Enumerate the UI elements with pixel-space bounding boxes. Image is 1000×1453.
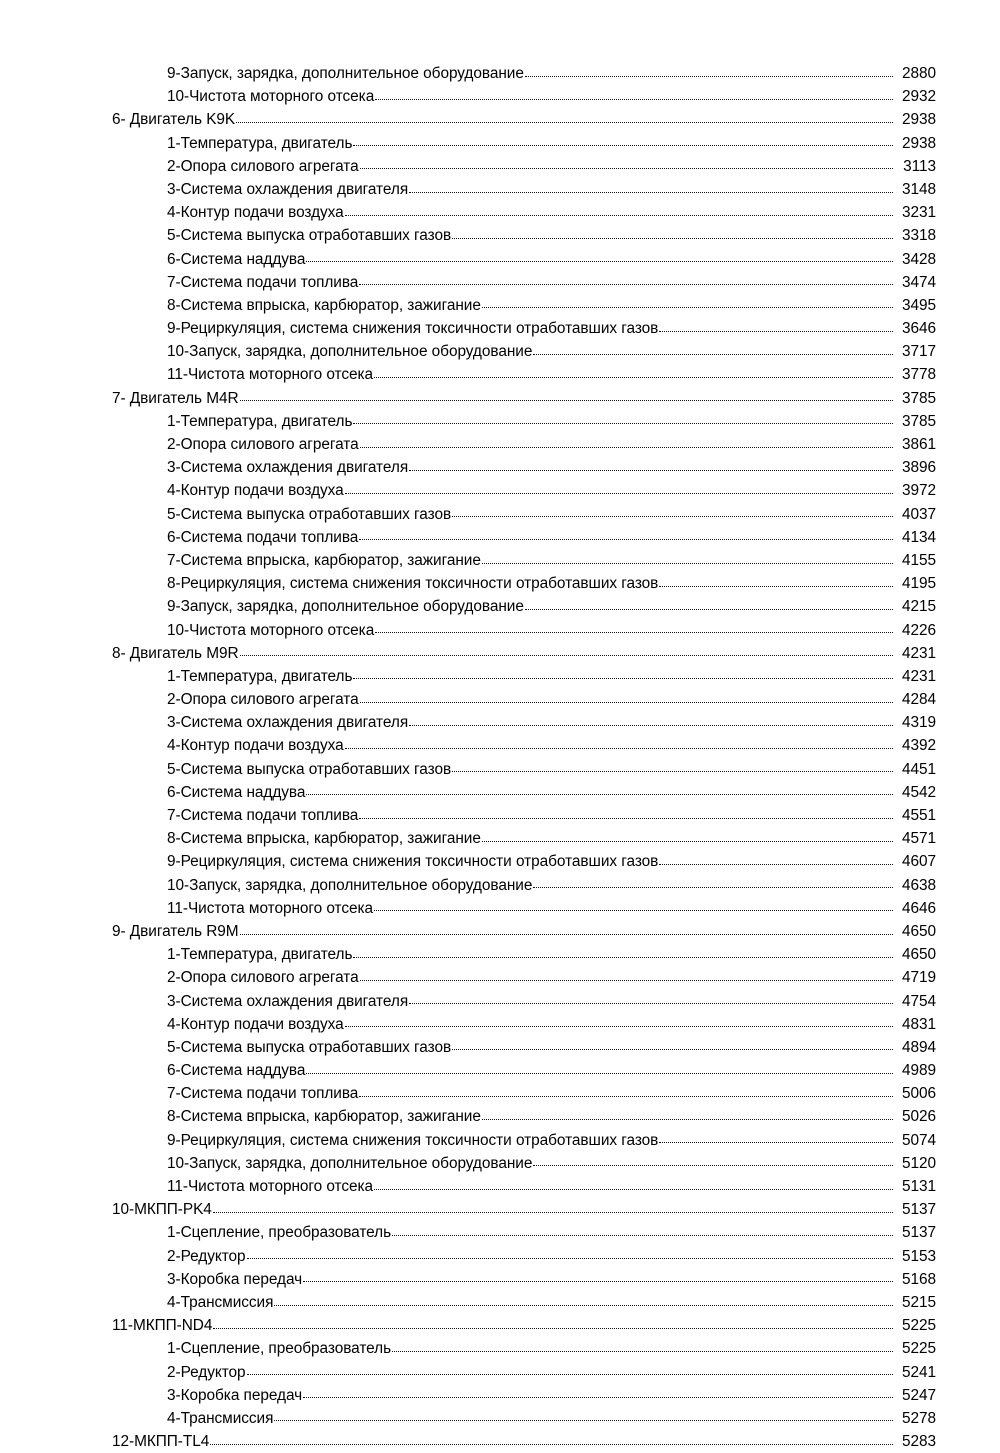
toc-entry-label: 6- Двигатель K9K [112, 111, 236, 129]
toc-entry-label: 4-Контур подачи воздуха [167, 1015, 344, 1033]
toc-entry-label: 2-Опора силового агрегата [167, 691, 359, 709]
toc-entry-label: 6-Система наддува [167, 250, 306, 268]
toc-dot-leader [360, 447, 893, 448]
toc-dot-leader [240, 400, 893, 401]
toc-entry[interactable] [0, 456, 1000, 479]
toc-dot-leader [452, 516, 893, 517]
toc-entry-label: 10-Запуск, зарядка, дополнительное оборудование [167, 876, 533, 894]
toc-entry[interactable] [0, 1361, 1000, 1384]
toc-entry-label: 8-Рециркуляция, система снижения токсичности отработавших газов [167, 575, 659, 593]
toc-entry[interactable] [0, 827, 1000, 850]
toc-entry-page-number: 4392 [901, 737, 936, 755]
toc-entry-page-number: 3495 [901, 296, 936, 314]
toc-entry[interactable] [0, 224, 1000, 247]
toc-entry-page-number: 4638 [901, 876, 936, 894]
toc-dot-leader [360, 980, 893, 981]
toc-dot-leader [345, 748, 893, 749]
toc-entry-label: 6-Система наддува [167, 1062, 306, 1080]
toc-entry-page-number: 5131 [901, 1178, 936, 1195]
toc-entry-label: 8- Двигатель M9R [112, 644, 239, 662]
toc-dot-leader [533, 887, 893, 888]
toc-entry-page-number: 4650 [901, 922, 936, 940]
toc-entry[interactable] [0, 874, 1000, 897]
toc-entry-page-number: 3318 [901, 227, 936, 245]
toc-entry[interactable] [0, 966, 1000, 989]
toc-entry[interactable] [0, 572, 1000, 595]
toc-entry[interactable] [0, 920, 1000, 943]
toc-dot-leader [359, 1096, 893, 1097]
toc-entry[interactable] [0, 549, 1000, 572]
toc-entry[interactable] [0, 1268, 1000, 1291]
toc-entry-page-number: 5225 [901, 1340, 936, 1358]
toc-entry-page-number: 4451 [901, 760, 936, 778]
toc-entry-page-number: 5120 [901, 1154, 936, 1172]
toc-entry[interactable] [0, 108, 1000, 131]
toc-entry-page-number: 2880 [901, 65, 936, 82]
toc-entry[interactable] [0, 62, 1000, 85]
toc-entry[interactable] [0, 642, 1000, 665]
toc-entry-page-number: 4231 [901, 644, 936, 662]
toc-entry-page-number: 3785 [901, 412, 936, 430]
toc-dot-leader [247, 1374, 893, 1375]
toc-entry-page-number: 3861 [901, 436, 936, 453]
toc-entry-label: 7-Система впрыска, карбюратор, зажигание [167, 551, 481, 569]
toc-dot-leader [659, 331, 893, 332]
toc-entry[interactable] [0, 1337, 1000, 1360]
toc-dot-leader [240, 655, 893, 656]
toc-entry[interactable] [0, 85, 1000, 108]
toc-entry-page-number: 4134 [901, 528, 936, 546]
toc-dot-leader [525, 76, 893, 77]
toc-entry[interactable] [0, 665, 1000, 688]
toc-entry[interactable] [0, 1082, 1000, 1105]
toc-dot-leader [392, 1235, 893, 1236]
toc-entry-page-number: 5225 [901, 1317, 936, 1335]
toc-entry-label: 4-Трансмиссия [167, 1409, 274, 1427]
toc-entry[interactable] [0, 781, 1000, 804]
toc-entry-label: 4-Контур подачи воздуха [167, 482, 344, 500]
toc-entry-page-number: 3113 [903, 157, 936, 175]
toc-entry-label: 5-Система выпуска отработавших газов [167, 505, 452, 523]
toc-entry[interactable] [0, 1152, 1000, 1175]
toc-entry-label: 4-Трансмиссия [167, 1293, 274, 1311]
toc-entry-page-number: 3428 [901, 250, 936, 268]
toc-entry-page-number: 3717 [901, 343, 936, 361]
toc-dot-leader [374, 910, 893, 911]
toc-entry-label: 12-МКПП-TL4 [112, 1433, 210, 1451]
toc-entry-page-number: 5241 [901, 1363, 936, 1381]
toc-dot-leader [533, 354, 893, 355]
toc-dot-leader [213, 1328, 893, 1329]
toc-entry-page-number: 5247 [901, 1386, 936, 1404]
toc-entry-page-number: 4754 [901, 992, 936, 1010]
toc-entry-label: 9-Запуск, зарядка, дополнительное оборудование [167, 598, 524, 616]
toc-entry-page-number: 2938 [901, 111, 936, 129]
toc-entry-page-number: 4319 [901, 714, 936, 732]
toc-entry-label: 8-Система впрыска, карбюратор, зажигание [167, 296, 481, 314]
toc-dot-leader [306, 1073, 893, 1074]
toc-entry[interactable] [0, 1407, 1000, 1430]
toc-dot-leader [482, 1119, 893, 1120]
toc-entry-label: 1-Сцепление, преобразователь [167, 1340, 392, 1358]
toc-dot-leader [210, 1444, 893, 1445]
toc-entry-label: 6-Система подачи топлива [167, 528, 359, 546]
toc-entry[interactable] [0, 1129, 1000, 1152]
toc-entry-page-number: 4226 [901, 621, 936, 639]
toc-entry[interactable] [0, 155, 1000, 178]
toc-dot-leader [659, 1142, 893, 1143]
toc-dot-leader [345, 1026, 893, 1027]
toc-entry-page-number: 3474 [901, 273, 936, 291]
toc-entry[interactable] [0, 1384, 1000, 1407]
toc-entry[interactable] [0, 619, 1000, 642]
toc-entry-label: 5-Система выпуска отработавших газов [167, 760, 452, 778]
toc-dot-leader [306, 261, 893, 262]
toc-entry-page-number: 4571 [901, 830, 936, 848]
toc-dot-leader [247, 1258, 893, 1259]
toc-entry-page-number: 4037 [901, 505, 936, 523]
toc-dot-leader [353, 957, 893, 958]
toc-entry-page-number: 5278 [901, 1409, 936, 1427]
toc-entry[interactable] [0, 317, 1000, 340]
toc-entry-page-number: 3785 [901, 389, 936, 407]
toc-dot-leader [375, 99, 893, 100]
toc-entry[interactable] [0, 526, 1000, 549]
toc-entry[interactable] [0, 1430, 1000, 1453]
toc-entry-page-number: 4894 [901, 1038, 936, 1056]
toc-dot-leader [409, 470, 893, 471]
toc-entry[interactable] [0, 758, 1000, 781]
toc-entry[interactable] [0, 132, 1000, 155]
toc-dot-leader [374, 1189, 893, 1190]
toc-entry[interactable] [0, 271, 1000, 294]
toc-entry-page-number: 5074 [901, 1131, 936, 1149]
toc-dot-leader [306, 794, 893, 795]
toc-entry[interactable] [0, 711, 1000, 734]
toc-dot-leader [274, 1420, 893, 1421]
toc-dot-leader [345, 493, 893, 494]
toc-entry-label: 2-Опора силового агрегата [167, 436, 359, 453]
toc-dot-leader [659, 586, 893, 587]
toc-entry-page-number: 4231 [901, 667, 936, 685]
toc-entry-label: 9-Запуск, зарядка, дополнительное оборудование [167, 65, 524, 82]
toc-entry-page-number: 3972 [901, 482, 936, 500]
toc-entry-label: 3-Коробка передач [167, 1386, 303, 1404]
toc-entry-label: 11-Чистота моторного отсека [167, 1178, 374, 1195]
toc-entry[interactable] [0, 595, 1000, 618]
toc-dot-leader [482, 563, 893, 564]
toc-entry-label: 10-Чистота моторного отсека [167, 88, 375, 106]
toc-entry[interactable] [0, 1221, 1000, 1244]
toc-entry-page-number: 2932 [901, 88, 936, 106]
toc-entry-label: 3-Система охлаждения двигателя [167, 180, 409, 198]
toc-entry-label: 10-Чистота моторного отсека [167, 621, 375, 639]
toc-entry-page-number: 4542 [901, 783, 936, 801]
toc-dot-leader [345, 215, 893, 216]
toc-entry[interactable] [0, 363, 1000, 386]
toc-entry-label: 1-Температура, двигатель [167, 412, 353, 430]
toc-entry-page-number: 5026 [901, 1108, 936, 1126]
toc-entry[interactable] [0, 503, 1000, 526]
toc-dot-leader [659, 864, 893, 865]
toc-entry-label: 9-Рециркуляция, система снижения токсичности отработавших газов [167, 853, 659, 871]
toc-entry[interactable] [0, 1314, 1000, 1337]
toc-dot-leader [452, 771, 893, 772]
toc-entry-label: 7-Система подачи топлива [167, 1085, 359, 1103]
toc-entry-label: 11-Чистота моторного отсека [167, 366, 374, 384]
toc-entry-page-number: 3231 [901, 204, 936, 222]
toc-dot-leader [452, 238, 893, 239]
toc-entry-page-number: 4195 [901, 575, 936, 593]
toc-entry-label: 7-Система подачи топлива [167, 273, 359, 291]
toc-entry[interactable] [0, 1013, 1000, 1036]
toc-entry-label: 7-Система подачи топлива [167, 807, 359, 824]
toc-entry-label: 7- Двигатель M4R [112, 389, 239, 407]
toc-entry[interactable] [0, 1245, 1000, 1268]
toc-entry[interactable] [0, 410, 1000, 433]
toc-entry-page-number: 2938 [901, 134, 936, 152]
toc-dot-leader [236, 122, 893, 123]
toc-entry-label: 2-Редуктор [167, 1363, 246, 1381]
toc-dot-leader [359, 284, 893, 285]
toc-dot-leader [359, 539, 893, 540]
toc-dot-leader [409, 725, 893, 726]
toc-entry[interactable] [0, 688, 1000, 711]
toc-dot-leader [360, 702, 893, 703]
toc-entry-page-number: 3646 [901, 320, 936, 338]
toc-entry-page-number: 3148 [901, 180, 936, 198]
toc-entry-page-number: 4215 [901, 598, 936, 616]
toc-entry-page-number: 4719 [901, 969, 936, 987]
toc-entry[interactable] [0, 734, 1000, 757]
toc-entry-label: 1-Температура, двигатель [167, 667, 353, 685]
toc-dot-leader [452, 1049, 893, 1050]
toc-entry-label: 1-Температура, двигатель [167, 946, 353, 964]
toc-entry[interactable] [0, 804, 1000, 827]
toc-entry-label: 2-Опора силового агрегата [167, 969, 359, 987]
toc-entry-page-number: 5137 [901, 1201, 936, 1219]
toc-entry[interactable] [0, 1175, 1000, 1198]
toc-entry[interactable] [0, 479, 1000, 502]
toc-dot-leader [353, 678, 893, 679]
toc-entry-label: 9-Рециркуляция, система снижения токсичности отработавших газов [167, 1131, 659, 1149]
toc-entry-label: 4-Контур подачи воздуха [167, 737, 344, 755]
toc-entry[interactable] [0, 178, 1000, 201]
toc-entry-label: 10-Запуск, зарядка, дополнительное оборудование [167, 1154, 533, 1172]
toc-entry[interactable] [0, 1059, 1000, 1082]
toc-dot-leader [274, 1305, 893, 1306]
toc-entry-page-number: 5283 [901, 1433, 936, 1451]
toc-entry-label: 8-Система впрыска, карбюратор, зажигание [167, 1108, 481, 1126]
toc-entry-page-number: 5137 [901, 1224, 936, 1242]
toc-entry-page-number: 5153 [901, 1247, 936, 1265]
toc-entry-page-number: 5006 [901, 1085, 936, 1103]
toc-entry[interactable] [0, 201, 1000, 224]
toc-dot-leader [374, 377, 893, 378]
toc-entry[interactable] [0, 943, 1000, 966]
toc-entry[interactable] [0, 387, 1000, 410]
toc-entry-label: 2-Опора силового агрегата [167, 157, 359, 175]
toc-entry-page-number: 4989 [901, 1062, 936, 1080]
toc-entry[interactable] [0, 1291, 1000, 1314]
toc-entry-label: 2-Редуктор [167, 1247, 246, 1265]
toc-dot-leader [353, 423, 893, 424]
toc-entry-label: 1-Температура, двигатель [167, 134, 353, 152]
toc-entry-label: 3-Коробка передач [167, 1270, 303, 1288]
toc-entry-page-number: 4551 [901, 807, 936, 824]
toc-entry-label: 8-Система впрыска, карбюратор, зажигание [167, 830, 481, 848]
toc-entry[interactable] [0, 1036, 1000, 1059]
toc-entry-label: 1-Сцепление, преобразователь [167, 1224, 392, 1242]
toc-dot-leader [409, 1003, 893, 1004]
toc-entry[interactable] [0, 990, 1000, 1013]
toc-entry[interactable] [0, 248, 1000, 271]
toc-entry[interactable] [0, 850, 1000, 873]
toc-dot-leader [392, 1351, 893, 1352]
toc-entry-page-number: 4831 [901, 1015, 936, 1033]
toc-entry-page-number: 4155 [901, 551, 936, 569]
toc-entry-label: 3-Система охлаждения двигателя [167, 714, 409, 732]
toc-entry[interactable] [0, 340, 1000, 363]
toc-entry-label: 10-Запуск, зарядка, дополнительное оборудование [167, 343, 533, 361]
toc-dot-leader [303, 1397, 893, 1398]
toc-entry-label: 3-Система охлаждения двигателя [167, 459, 409, 477]
toc-entry[interactable] [0, 897, 1000, 920]
toc-entry[interactable] [0, 433, 1000, 456]
toc-dot-leader [353, 145, 893, 146]
toc-entry-label: 9- Двигатель R9M [112, 922, 239, 940]
toc-entry-label: 9-Рециркуляция, система снижения токсичности отработавших газов [167, 320, 659, 338]
toc-entry-page-number: 4284 [901, 691, 936, 709]
toc-entry-label: 5-Система выпуска отработавших газов [167, 227, 452, 245]
toc-entry-label: 6-Система наддува [167, 783, 306, 801]
toc-entry-label: 11-МКПП-ND4 [112, 1317, 213, 1335]
toc-entry-page-number: 3778 [901, 366, 936, 384]
toc-dot-leader [213, 1212, 893, 1213]
toc-dot-leader [375, 632, 893, 633]
toc-dot-leader [533, 1165, 893, 1166]
toc-dot-leader [409, 192, 893, 193]
toc-dot-leader [359, 818, 893, 819]
toc-dot-leader [240, 934, 893, 935]
toc-entry-label: 10-МКПП-PK4 [112, 1201, 212, 1219]
toc-entry-page-number: 4646 [901, 899, 936, 917]
toc-entry-page-number: 5215 [901, 1293, 936, 1311]
toc-entry-label: 11-Чистота моторного отсека [167, 899, 374, 917]
toc-entry[interactable] [0, 1105, 1000, 1128]
toc-entry-page-number: 4650 [901, 946, 936, 964]
toc-entry[interactable] [0, 294, 1000, 317]
toc-entry-label: 4-Контур подачи воздуха [167, 204, 344, 222]
toc-dot-leader [360, 168, 893, 169]
toc-dot-leader [525, 609, 893, 610]
toc-entry-page-number: 4607 [901, 853, 936, 871]
toc-entry-page-number: 5168 [901, 1270, 936, 1288]
toc-entry-label: 5-Система выпуска отработавших газов [167, 1038, 452, 1056]
toc-dot-leader [482, 307, 893, 308]
toc-entry-page-number: 3896 [901, 459, 936, 477]
toc-entry-label: 3-Система охлаждения двигателя [167, 992, 409, 1010]
toc-dot-leader [303, 1281, 893, 1282]
toc-entry[interactable] [0, 1198, 1000, 1221]
toc-dot-leader [482, 841, 893, 842]
